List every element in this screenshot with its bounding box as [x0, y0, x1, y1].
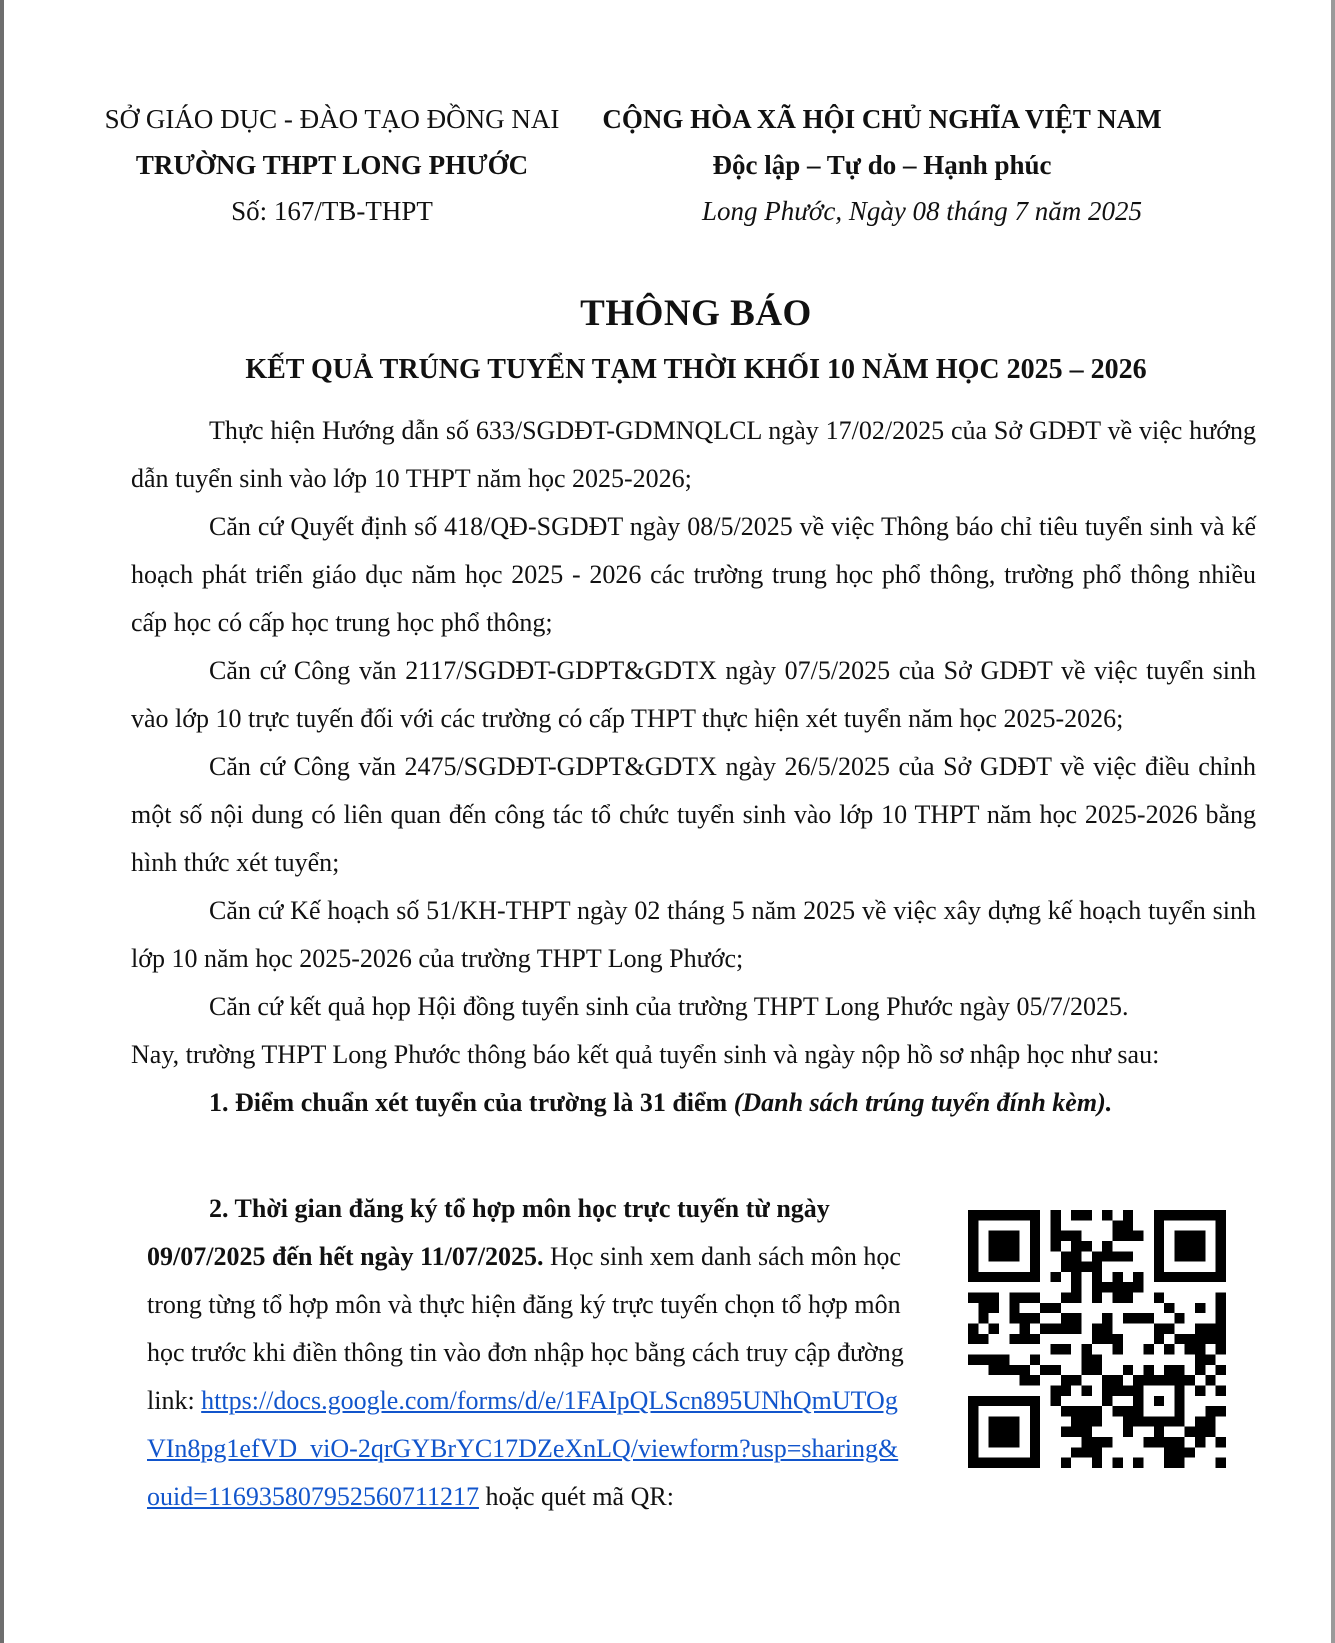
- qr-module: [1051, 1241, 1061, 1251]
- qr-module: [1071, 1210, 1081, 1220]
- qr-module: [1051, 1344, 1061, 1354]
- qr-module: [1112, 1334, 1122, 1344]
- qr-module: [1051, 1303, 1061, 1313]
- qr-module: [1102, 1241, 1112, 1251]
- qr-module: [1164, 1303, 1174, 1313]
- qr-module: [1123, 1231, 1133, 1241]
- qr-module: [1082, 1406, 1092, 1416]
- qr-module: [1030, 1354, 1040, 1364]
- paragraph: Căn cứ Quyết định số 418/QĐ-SGDĐT ngày 08/5/2025 về việc Thông báo chỉ tiêu tuyển sinh và kế hoạch phát triển giáo dục năm học 2025 - 2026 các trường trung học phổ thông, trường phổ thông nhiều cấp học có cấp học trung học phổ thông;: [131, 512, 1256, 637]
- qr-module: [1112, 1406, 1122, 1416]
- qr-module: [1205, 1324, 1215, 1334]
- qr-module: [978, 1293, 988, 1303]
- qr-module: [1082, 1447, 1092, 1457]
- item-2-section: [147, 1185, 907, 1521]
- national-motto: Độc lập – Tự do – Hạnh phúc: [712, 150, 1052, 180]
- qr-module: [1195, 1385, 1205, 1395]
- qr-module: [1102, 1324, 1112, 1334]
- qr-module: [1071, 1324, 1081, 1334]
- qr-module: [1174, 1437, 1184, 1447]
- paragraph: Thực hiện Hướng dẫn số 633/SGDĐT-GDMNQLCL ngày 17/02/2025 của Sở GDĐT về việc hướng dẫn tuyển sinh vào lớp 10 THPT năm học 2025-2026;: [131, 416, 1256, 493]
- qr-module: [1071, 1293, 1081, 1303]
- qr-module: [1185, 1427, 1195, 1437]
- qr-module: [1020, 1293, 1030, 1303]
- qr-module: [1092, 1416, 1102, 1426]
- qr-module: [1082, 1416, 1092, 1426]
- qr-module: [1092, 1437, 1102, 1447]
- document-title: THÔNG BÁO: [580, 293, 812, 334]
- qr-module: [1082, 1354, 1092, 1364]
- qr-module: [1092, 1282, 1102, 1292]
- qr-module: [1195, 1416, 1205, 1426]
- school-name: TRƯỜNG THPT LONG PHƯỚC: [135, 150, 529, 180]
- qr-module: [1195, 1344, 1205, 1354]
- qr-module: [1051, 1272, 1061, 1282]
- qr-module: [1030, 1375, 1040, 1385]
- qr-module: [1195, 1303, 1205, 1313]
- qr-module: [1216, 1437, 1226, 1447]
- qr-module: [1092, 1272, 1102, 1282]
- qr-module: [1195, 1437, 1205, 1447]
- qr-module: [1216, 1365, 1226, 1375]
- qr-module: [978, 1303, 988, 1313]
- qr-module: [1092, 1447, 1102, 1457]
- qr-code: [966, 1210, 1228, 1468]
- qr-module: [1102, 1437, 1112, 1447]
- registration-form-link[interactable]: https://docs.google.com/forms/d/e/1FAIpQLScn895UNhQmUTOgVIn8pg1efVD_viO-2qrGYBrYC17DZeXnLQ/viewform?usp=sharing&ouid=116935807952560711217: [147, 1386, 899, 1511]
- qr-module: [1082, 1262, 1092, 1272]
- qr-module: [1061, 1385, 1071, 1395]
- qr-module: [1071, 1447, 1081, 1457]
- qr-module: [1051, 1220, 1061, 1230]
- qr-module: [1030, 1313, 1040, 1323]
- qr-module: [1205, 1427, 1215, 1437]
- qr-module: [1164, 1447, 1174, 1457]
- qr-module: [1216, 1344, 1226, 1354]
- qr-module: [1092, 1324, 1102, 1334]
- country-name: CỘNG HÒA XÃ HỘI CHỦ NGHĨA VIỆT NAM: [602, 104, 1162, 134]
- qr-module: [1102, 1396, 1112, 1406]
- qr-module: [1164, 1324, 1174, 1334]
- qr-module: [1123, 1282, 1133, 1292]
- document-subtitle: KẾT QUẢ TRÚNG TUYỂN TẠM THỜI KHỐI 10 NĂM HỌC 2025 – 2026: [245, 354, 1147, 385]
- qr-module: [1040, 1324, 1050, 1334]
- qr-module: [1123, 1365, 1133, 1375]
- qr-module: [1071, 1416, 1081, 1426]
- qr-module: [1020, 1313, 1030, 1323]
- qr-module: [1092, 1365, 1102, 1375]
- qr-module: [1133, 1272, 1143, 1282]
- qr-module: [1051, 1396, 1061, 1406]
- qr-module: [1143, 1313, 1153, 1323]
- qr-module: [989, 1324, 999, 1334]
- qr-module: [1195, 1324, 1205, 1334]
- qr-module: [989, 1293, 999, 1303]
- qr-module: [1071, 1313, 1081, 1323]
- qr-module: [1092, 1458, 1102, 1468]
- qr-module: [1185, 1375, 1195, 1385]
- qr-module: [1195, 1365, 1205, 1375]
- qr-module: [999, 1365, 1009, 1375]
- qr-module: [1154, 1293, 1164, 1303]
- qr-module: [1071, 1262, 1081, 1272]
- qr-module: [1216, 1303, 1226, 1313]
- qr-module: [1185, 1334, 1195, 1344]
- qr-module: [1133, 1313, 1143, 1323]
- qr-module: [1174, 1458, 1184, 1468]
- qr-module: [1133, 1231, 1143, 1241]
- qr-module: [1205, 1406, 1215, 1416]
- qr-module: [1143, 1365, 1153, 1375]
- qr-module: [1174, 1313, 1184, 1323]
- agency-name: SỞ GIÁO DỤC - ĐÀO TẠO ĐỒNG NAI: [104, 104, 560, 134]
- qr-module: [989, 1303, 999, 1313]
- qr-module: [1082, 1210, 1092, 1220]
- qr-module: [1082, 1241, 1092, 1251]
- qr-module: [1112, 1344, 1122, 1354]
- item-2-lead: 2. Thời gian đăng ký tổ hợp môn học trực tuyến từ ngày 09/07/2025 đến hết ngày 11/07/2025.: [147, 1194, 830, 1271]
- qr-module: [1030, 1334, 1040, 1344]
- item-2-text: Học sinh xem danh sách môn học trong từng tổ hợp môn và thực hiện đăng ký trực tuyến chọn tổ hợp môn học trước khi điền thông tin vào đơn nhập học bằng cách truy cập đường link:: [147, 1242, 904, 1415]
- qr-module: [1009, 1334, 1019, 1344]
- qr-module: [1061, 1313, 1071, 1323]
- qr-module: [1123, 1385, 1133, 1395]
- qr-module: [1102, 1313, 1112, 1323]
- qr-module: [1102, 1282, 1112, 1292]
- qr-module: [1092, 1251, 1102, 1261]
- qr-module: [1102, 1334, 1112, 1344]
- qr-module: [1112, 1251, 1122, 1261]
- document-body: [131, 407, 1256, 1127]
- qr-module: [1154, 1324, 1164, 1334]
- qr-module: [1071, 1375, 1081, 1385]
- qr-module: [1009, 1293, 1019, 1303]
- qr-module: [1112, 1231, 1122, 1241]
- announcement-line: Nay, trường THPT Long Phước thông báo kết quả tuyển sinh và ngày nộp hồ sơ nhập học như sau:: [131, 1040, 1160, 1069]
- qr-module: [1071, 1406, 1081, 1416]
- document-number: Số: 167/TB-THPT: [231, 196, 433, 226]
- qr-module: [1030, 1293, 1040, 1303]
- qr-module: [1009, 1365, 1019, 1375]
- qr-module: [1154, 1427, 1164, 1437]
- qr-module: [1061, 1293, 1071, 1303]
- qr-module: [1061, 1375, 1071, 1385]
- qr-module: [1061, 1231, 1071, 1241]
- qr-module: [1164, 1344, 1174, 1354]
- qr-module: [1051, 1210, 1061, 1220]
- qr-module: [1102, 1375, 1112, 1385]
- qr-module: [1092, 1334, 1102, 1344]
- qr-module: [1071, 1427, 1081, 1437]
- qr-module: [1092, 1262, 1102, 1272]
- qr-module: [999, 1354, 1009, 1364]
- qr-module: [968, 1293, 978, 1303]
- qr-module: [1020, 1365, 1030, 1375]
- qr-module: [1071, 1272, 1081, 1282]
- qr-module: [1112, 1375, 1122, 1385]
- qr-module: [1154, 1437, 1164, 1447]
- qr-module: [1040, 1365, 1050, 1375]
- qr-module: [1009, 1313, 1019, 1323]
- item-1: [131, 1079, 1256, 1127]
- qr-module: [1102, 1385, 1112, 1395]
- qr-module: [1071, 1251, 1081, 1261]
- place-and-date: Long Phước, Ngày 08 tháng 7 năm 2025: [701, 196, 1143, 226]
- qr-module: [1216, 1406, 1226, 1416]
- qr-module: [1061, 1427, 1071, 1437]
- qr-module: [1061, 1406, 1071, 1416]
- paragraph: Căn cứ kết quả họp Hội đồng tuyển sinh của trường THPT Long Phước ngày 05/7/2025.: [209, 992, 1129, 1021]
- qr-module: [1123, 1427, 1133, 1437]
- qr-module: [1123, 1313, 1133, 1323]
- qr-module: [968, 1324, 978, 1334]
- qr-module: [1051, 1365, 1061, 1375]
- document-page: [4, 0, 1331, 1643]
- qr-module: [1092, 1354, 1102, 1364]
- qr-module: [1174, 1447, 1184, 1457]
- qr-module: [1195, 1427, 1205, 1437]
- qr-module: [1143, 1344, 1153, 1354]
- qr-module: [1195, 1354, 1205, 1364]
- qr-module: [1112, 1293, 1122, 1303]
- qr-module: [1020, 1334, 1030, 1344]
- qr-module: [1102, 1210, 1112, 1220]
- qr-module: [1205, 1354, 1215, 1364]
- paragraph: Căn cứ Công văn 2117/SGDĐT-GDPT&GDTX ngày 07/5/2025 của Sở GDĐT về việc tuyển sinh vào lớp 10 trực tuyến đối với các trường có cấp THPT thực hiện xét tuyển năm học 2025-2026;: [131, 656, 1256, 733]
- qr-module: [1061, 1251, 1071, 1261]
- item-1-note: (Danh sách trúng tuyển đính kèm).: [733, 1088, 1113, 1117]
- qr-module: [1143, 1437, 1153, 1447]
- qr-module: [1123, 1406, 1133, 1416]
- qr-module: [1123, 1210, 1133, 1220]
- qr-module: [1112, 1220, 1122, 1230]
- qr-module: [1205, 1375, 1215, 1385]
- paragraph: Căn cứ Kế hoạch số 51/KH-THPT ngày 02 tháng 5 năm 2025 về việc xây dựng kế hoạch tuyển sinh lớp 10 năm học 2025-2026 của trường THPT Long Phước;: [131, 896, 1256, 973]
- qr-module: [1102, 1251, 1112, 1261]
- qr-module: [1216, 1324, 1226, 1334]
- qr-module: [1164, 1437, 1174, 1447]
- item-1-bold: 1. Điểm chuẩn xét tuyển của trường là 31 điểm: [209, 1088, 734, 1117]
- qr-module: [1092, 1293, 1102, 1303]
- qr-module: [1216, 1334, 1226, 1344]
- qr-module: [968, 1334, 978, 1344]
- qr-module: [1133, 1282, 1143, 1292]
- qr-module: [1174, 1334, 1184, 1344]
- qr-module: [989, 1354, 999, 1364]
- qr-module: [1185, 1344, 1195, 1354]
- qr-module: [1123, 1220, 1133, 1230]
- qr-module: [1112, 1272, 1122, 1282]
- qr-module: [1164, 1458, 1174, 1468]
- qr-module: [1154, 1334, 1164, 1344]
- qr-module: [1205, 1416, 1215, 1426]
- qr-module: [1071, 1241, 1081, 1251]
- qr-module: [1123, 1293, 1133, 1303]
- qr-module: [1061, 1344, 1071, 1354]
- qr-module: [1009, 1303, 1019, 1313]
- qr-module: [1174, 1365, 1184, 1375]
- qr-module: [1133, 1458, 1143, 1468]
- qr-module: [1071, 1282, 1081, 1292]
- qr-module: [1112, 1282, 1122, 1292]
- qr-module: [1061, 1324, 1071, 1334]
- qr-module: [1061, 1458, 1071, 1468]
- qr-module: [1061, 1262, 1071, 1272]
- qr-module: [1051, 1324, 1061, 1334]
- qr-module: [1020, 1375, 1030, 1385]
- qr-module: [1216, 1313, 1226, 1323]
- qr-module: [1082, 1427, 1092, 1437]
- qr-module: [1123, 1416, 1133, 1426]
- qr-module: [978, 1313, 988, 1323]
- qr-module: [1185, 1447, 1195, 1457]
- qr-module: [1112, 1385, 1122, 1395]
- qr-module: [968, 1354, 978, 1364]
- qr-module: [989, 1365, 999, 1375]
- qr-module: [1216, 1293, 1226, 1303]
- qr-module: [1195, 1334, 1205, 1344]
- qr-module: [1123, 1251, 1133, 1261]
- qr-module: [1051, 1385, 1061, 1395]
- qr-module: [1092, 1406, 1102, 1416]
- qr-module: [1205, 1334, 1215, 1344]
- qr-module: [1040, 1303, 1050, 1313]
- qr-module: [1082, 1365, 1092, 1375]
- qr-module: [1216, 1458, 1226, 1468]
- window-right-border: [1331, 0, 1335, 1643]
- qr-module: [1071, 1231, 1081, 1241]
- qr-module: [978, 1334, 988, 1344]
- qr-module: [1112, 1458, 1122, 1468]
- qr-module: [978, 1354, 988, 1364]
- qr-module: [1216, 1385, 1226, 1395]
- item-2-tail: hoặc quét mã QR:: [478, 1482, 674, 1511]
- qr-module: [1082, 1437, 1092, 1447]
- qr-module: [1082, 1344, 1092, 1354]
- qr-module: [1164, 1365, 1174, 1375]
- paragraph: Căn cứ Công văn 2475/SGDĐT-GDPT&GDTX ngày 26/5/2025 của Sở GDĐT về việc điều chỉnh một số nội dung có liên quan đến công tác tổ chức tuyển sinh vào lớp 10 THPT năm học 2025-2026 bằng hình thức xét tuyển;: [131, 752, 1256, 877]
- qr-module: [1020, 1324, 1030, 1334]
- qr-module: [1051, 1231, 1061, 1241]
- qr-module: [1082, 1385, 1092, 1395]
